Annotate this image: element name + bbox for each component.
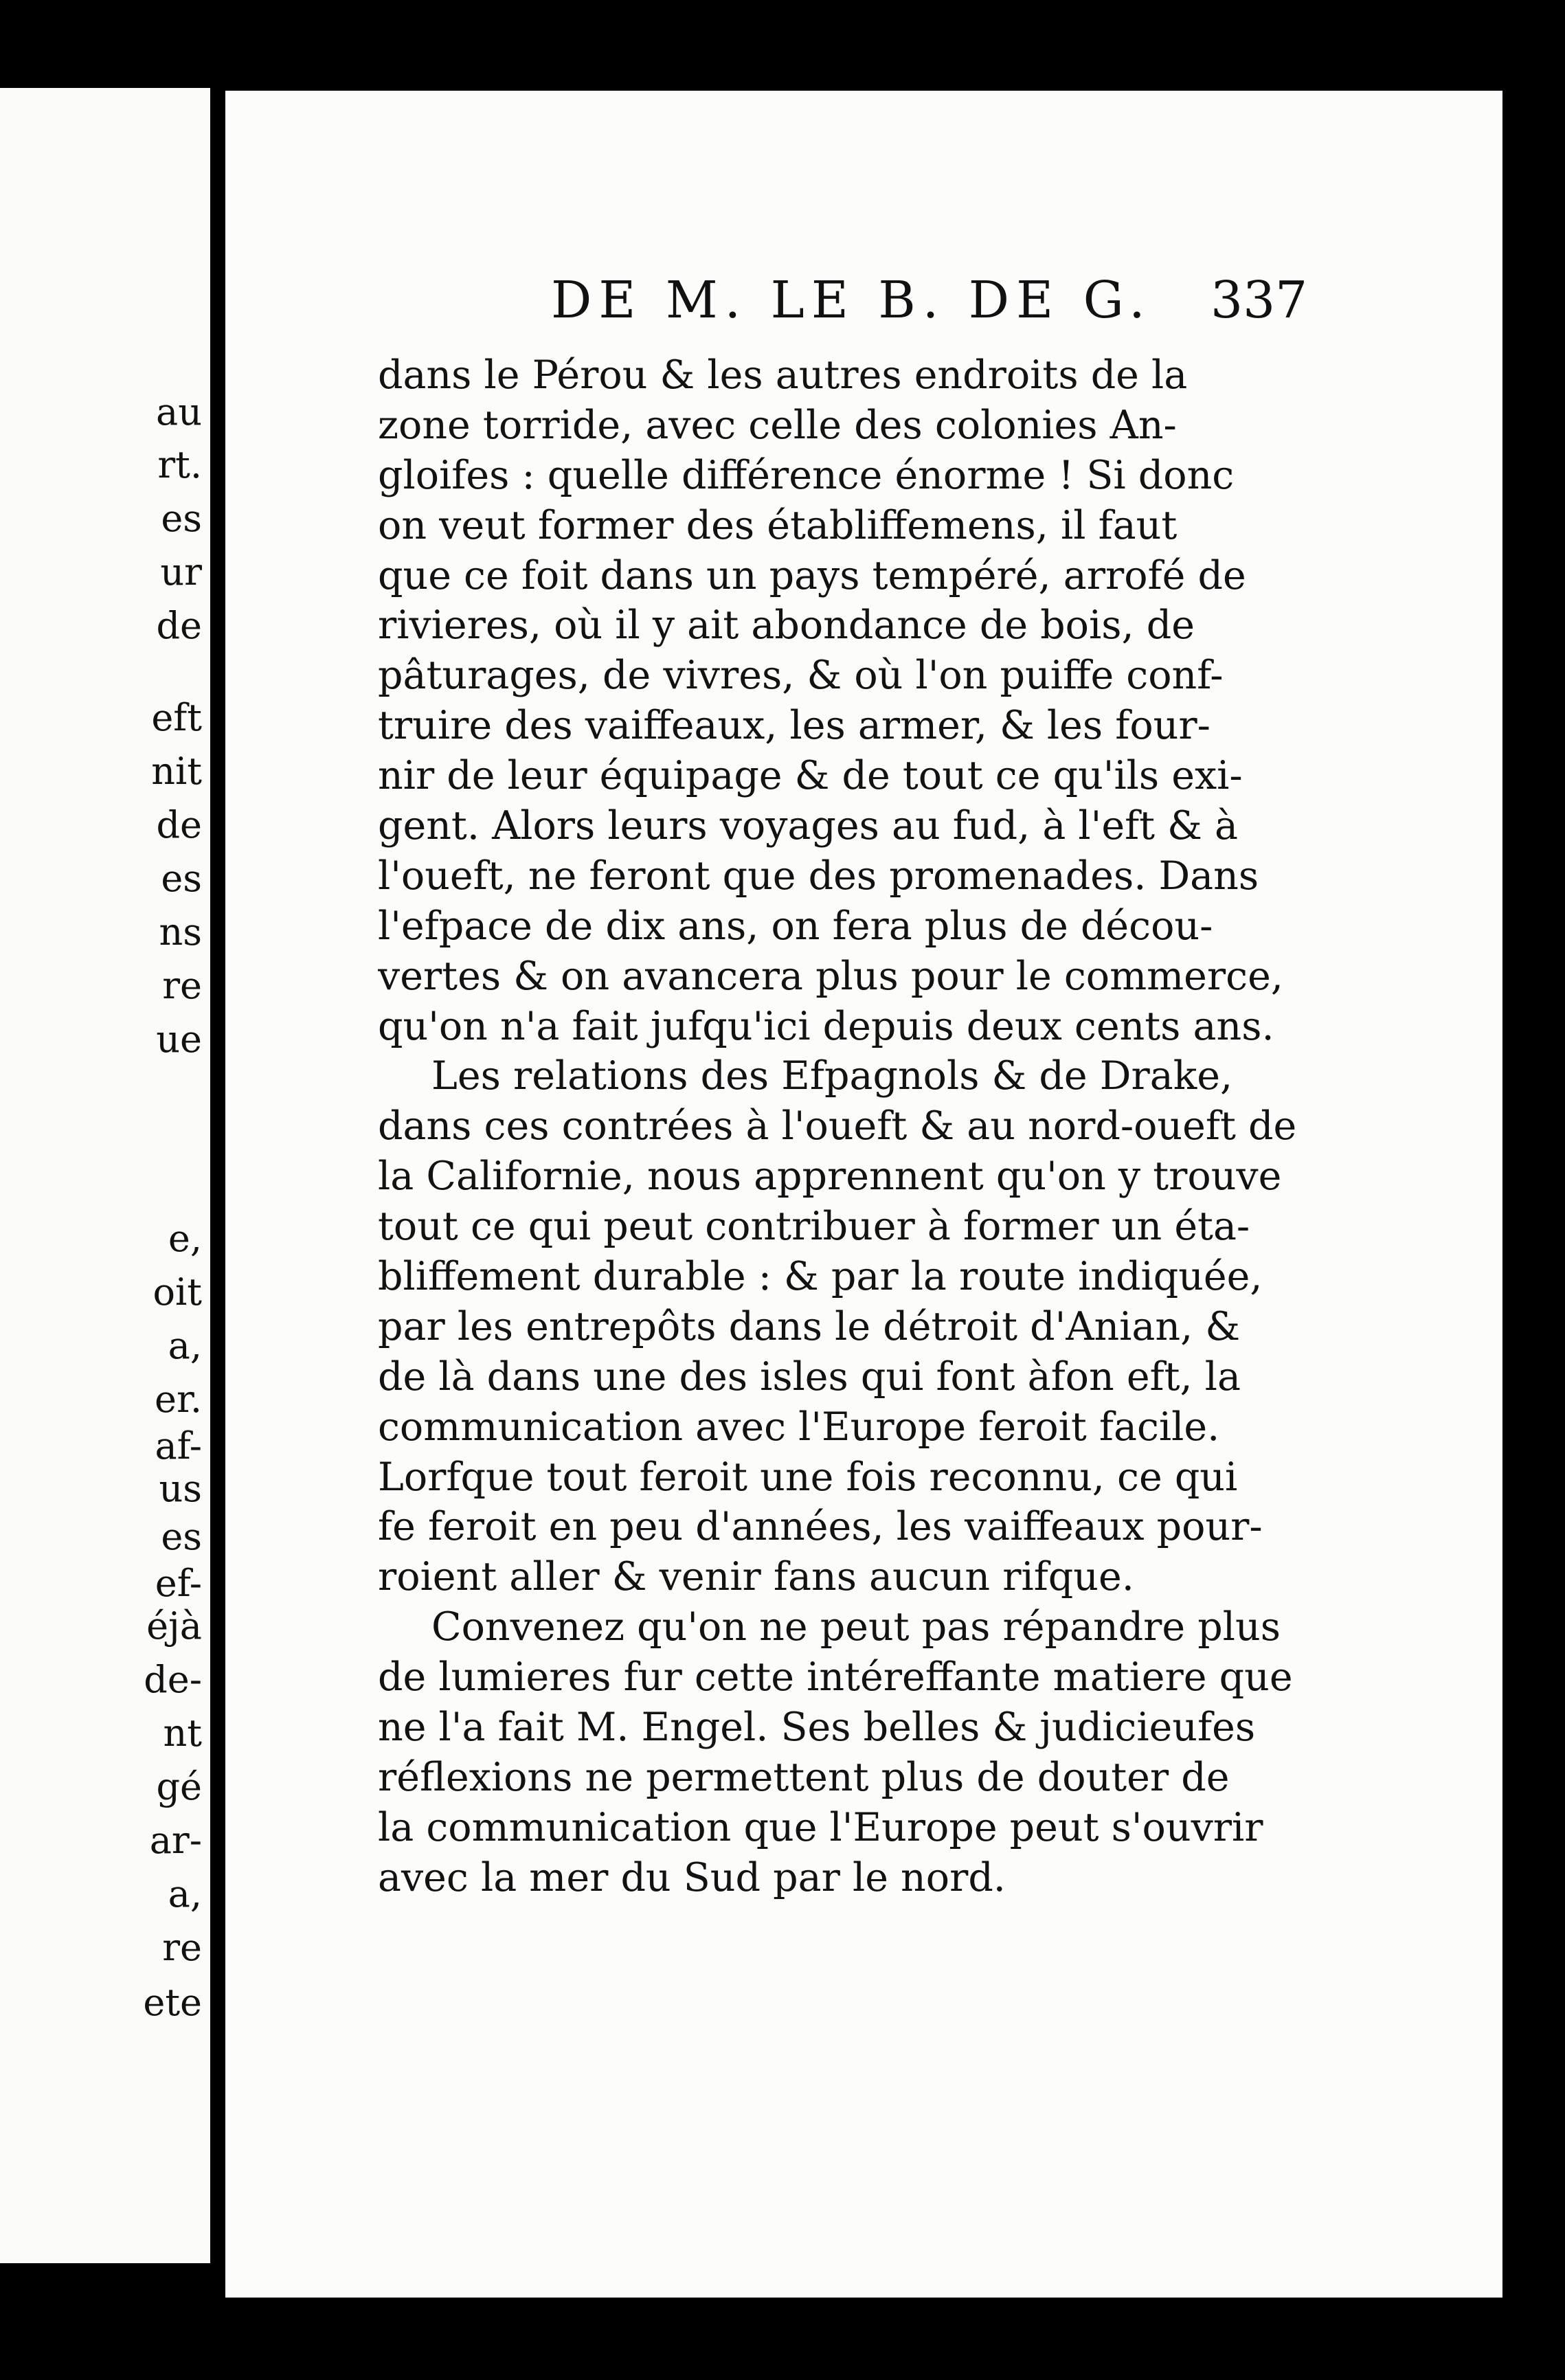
text-line: de là dans une des isles qui font àfon eft, la [378,1354,1241,1400]
text-line: rivieres, où il y ait abondance de bois, de [378,603,1195,649]
paragraph-start-line: Les relations des Efpagnols & de Drake, [431,1053,1233,1099]
text-line: bliffement durable : & par la route indiquée, [378,1254,1263,1300]
facing-page-fragment: ete [143,1981,202,2024]
running-title: DE M. LE B. DE G. [551,271,1152,330]
book-page [225,91,1502,2298]
facing-page-edge [0,88,210,2263]
text-line: la communication que l'Europe peut s'ouvrir [378,1804,1263,1850]
body-text [378,350,1502,1903]
facing-page-fragment: af- [155,1424,202,1468]
facing-page-fragment: au [156,390,202,434]
text-line: tout ce qui peut contribuer à former un éta- [378,1204,1250,1250]
text-line: la Californie, nous apprennent qu'on y trouve [378,1154,1282,1200]
text-line: zone torride, avec celle des colonies An- [378,402,1177,448]
text-line: Lorfque tout feroit une fois reconnu, ce qui [378,1454,1238,1500]
text-line: que ce foit dans un pays tempéré, arrofé de [378,552,1246,598]
text-line: de lumieres fur cette intéreffante matiere que [378,1654,1293,1700]
text-line: ne l'a fait M. Engel. Ses belles & judicieufes [378,1705,1256,1751]
text-line: pâturages, de vivres, & où l'on puiffe conf- [378,653,1224,699]
page-number: 337 [1211,271,1308,330]
facing-page-fragment: eft [151,696,202,739]
facing-page-fragment: de [156,803,202,846]
text-line: dans le Pérou & les autres endroits de la [378,352,1188,398]
facing-page-fragment: éjà [146,1604,202,1648]
facing-page-fragment: re [162,964,202,1007]
text-line: qu'on n'a fait jufqu'ici depuis deux cents ans. [378,1003,1274,1049]
text-line: truire des vaiffeaux, les armer, & les four- [378,703,1211,749]
text-line: réflexions ne permettent plus de douter de [378,1754,1230,1800]
facing-page-fragment: rt. [157,443,202,486]
facing-page-fragment: es [161,497,202,540]
text-line: gent. Alors leurs voyages au fud, à l'eft & à [378,803,1239,849]
text-line: on veut former des établiffemens, il faut [378,502,1178,548]
facing-page-fragment: de- [144,1658,202,1701]
facing-page-fragment: a, [168,1324,202,1367]
facing-page-fragment: ue [156,1018,202,1061]
facing-page-fragment: ur [160,550,202,594]
facing-page-fragment: e, [168,1217,202,1260]
text-line: fe feroit en peu d'années, les vaiffeaux pour- [378,1504,1263,1550]
running-head [225,271,1502,346]
text-line: communication avec l'Europe feroit facile. [378,1404,1220,1450]
text-line: dans ces contrées à l'oueft & au nord-oueft de [378,1103,1297,1149]
facing-page-fragment: gé [156,1765,202,1808]
facing-page-fragment: de [156,604,202,647]
facing-page-fragment: es [161,1515,202,1558]
paragraph-start-line: Convenez qu'on ne peut pas répandre plus [431,1604,1281,1650]
facing-page-fragment: a, [168,1872,202,1916]
facing-page-fragment: nit [151,750,202,793]
facing-page-fragment: us [159,1467,202,1510]
text-line: l'efpace de dix ans, on fera plus de décou- [378,903,1213,949]
facing-page-fragment: re [162,1926,202,1969]
text-line: l'oueft, ne feront que des promenades. Dans [378,853,1259,899]
facing-page-fragment: ef- [155,1562,202,1605]
text-line: vertes & on avancera plus pour le commerce, [378,953,1283,999]
text-line: gloifes : quelle différence énorme ! Si donc [378,452,1235,498]
facing-page-fragment: ns [159,910,202,954]
text-line: par les entrepôts dans le détroit d'Anian, & [378,1303,1241,1349]
facing-page-fragment: oit [153,1270,202,1314]
text-line: nir de leur équipage & de tout ce qu'ils exi- [378,753,1243,799]
facing-page-fragment: nt [163,1711,202,1755]
facing-page-fragment: er. [154,1378,202,1421]
facing-page-fragment: ar- [149,1819,202,1862]
text-line: avec la mer du Sud par le nord. [378,1854,1006,1900]
facing-page-fragment: es [161,857,202,900]
text-line: roient aller & venir fans aucun rifque. [378,1554,1134,1600]
